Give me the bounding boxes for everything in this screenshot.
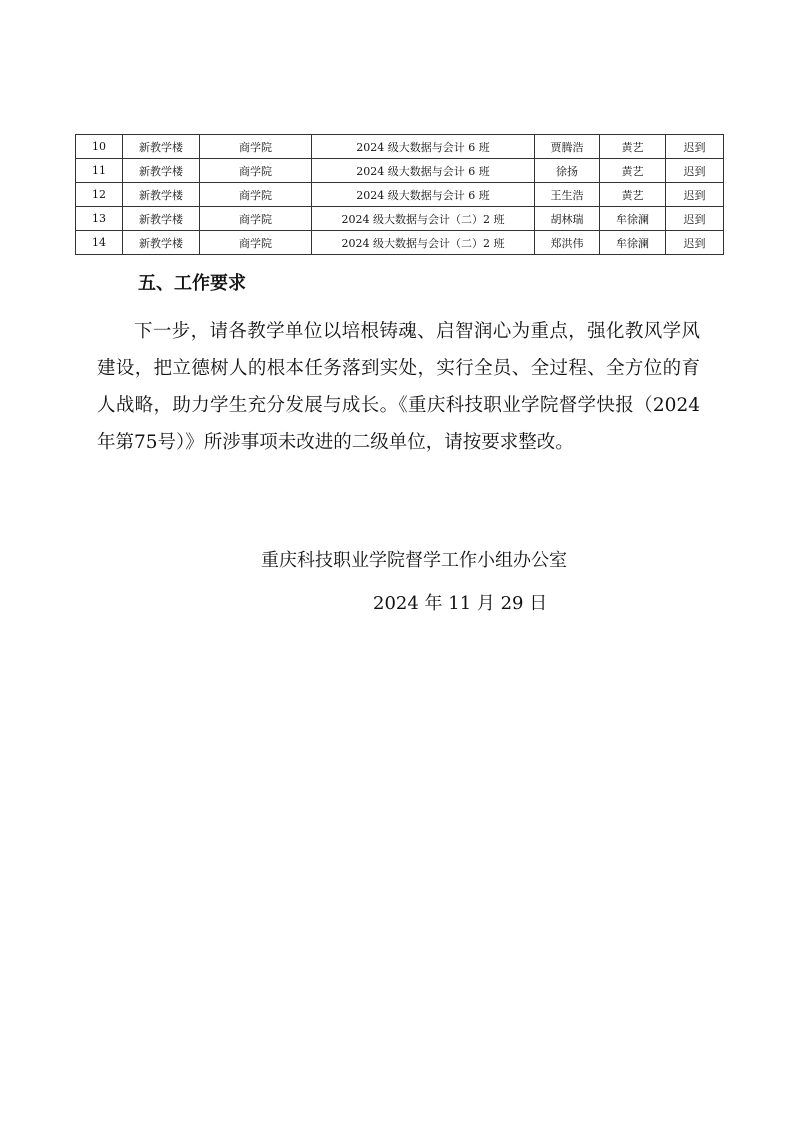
class-cell: 2024 级大数据与会计 6 班 [312,135,535,159]
table-row [76,231,724,255]
officer-cell: 牟徐澜 [600,207,666,231]
requirements-paragraph: 下一步，请各教学单位以培根铸魂、启智润心为重点，强化教风学风建设，把立德树人的根本任务落到实处，实行全员、全过程、全方位的育人战略，助力学生充分发展与成长。《重庆科技职业学院督学快报（2024年第75号）》所涉事项未改进的二级单位，请按要求整改。 [97,321,700,453]
status-cell: 迟到 [666,207,724,231]
signature-organization: 重庆科技职业学院督学工作小组办公室 [261,550,567,571]
officer-cell: 黄艺 [600,159,666,183]
row-number: 12 [76,183,123,207]
officer-cell: 黄艺 [600,135,666,159]
status-cell: 迟到 [666,135,724,159]
status-cell: 迟到 [666,231,724,255]
table-row [76,159,724,183]
table-row [76,183,724,207]
teacher-cell: 王生浩 [535,183,600,207]
college-cell: 商学院 [200,159,312,183]
building-cell: 新教学楼 [123,231,200,255]
college-cell: 商学院 [200,135,312,159]
teacher-cell: 郑洪伟 [535,231,600,255]
class-cell: 2024 级大数据与会计（二）2 班 [312,231,535,255]
building-cell: 新教学楼 [123,183,200,207]
row-number: 13 [76,207,123,231]
row-number: 11 [76,159,123,183]
table-row [76,207,724,231]
college-cell: 商学院 [200,231,312,255]
class-cell: 2024 级大数据与会计 6 班 [312,183,535,207]
row-number: 14 [76,231,123,255]
inspection-table [75,134,724,255]
building-cell: 新教学楼 [123,135,200,159]
college-cell: 商学院 [200,183,312,207]
building-cell: 新教学楼 [123,207,200,231]
teacher-cell: 胡林瑞 [535,207,600,231]
section-heading: 五、工作要求 [138,273,246,294]
table-row [76,135,724,159]
signature-date: 2024 年 11 月 29 日 [373,593,548,614]
officer-cell: 黄艺 [600,183,666,207]
class-cell: 2024 级大数据与会计 6 班 [312,159,535,183]
building-cell: 新教学楼 [123,159,200,183]
officer-cell: 牟徐澜 [600,231,666,255]
class-cell: 2024 级大数据与会计（二）2 班 [312,207,535,231]
table-body [76,135,724,255]
status-cell: 迟到 [666,159,724,183]
row-number: 10 [76,135,123,159]
teacher-cell: 贾腾浩 [535,135,600,159]
teacher-cell: 徐扬 [535,159,600,183]
college-cell: 商学院 [200,207,312,231]
status-cell: 迟到 [666,183,724,207]
